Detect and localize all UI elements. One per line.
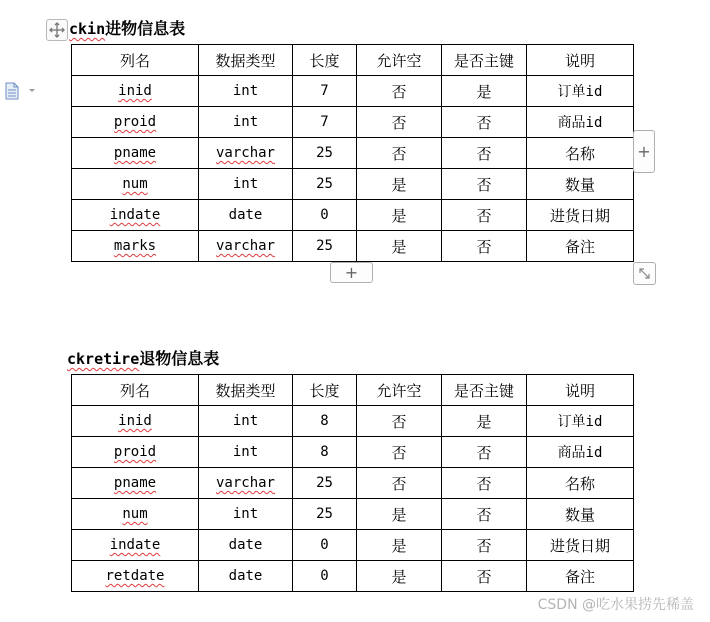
header-row [72,45,634,76]
cell-text: proid [113,114,157,130]
header-cell[interactable]: 说明 [527,45,634,76]
table-cell[interactable]: 否 [442,561,527,592]
table-cell[interactable]: 备注 [527,561,634,592]
table-row [72,530,634,561]
table-cell[interactable]: 否 [442,169,527,200]
table-cell[interactable] [199,231,293,262]
table-cell[interactable] [72,406,199,437]
table-cell[interactable]: 否 [442,468,527,499]
table-cell[interactable]: date [199,530,293,561]
table-cell[interactable]: 否 [442,499,527,530]
table-cell[interactable]: 订单id [527,76,634,107]
table-cell[interactable]: int [199,76,293,107]
table-cell[interactable]: 否 [442,437,527,468]
plus-icon: + [637,142,651,161]
table-cell[interactable]: 否 [442,107,527,138]
table-cell[interactable]: 备注 [527,231,634,262]
plus-icon: + [344,263,359,282]
table-cell[interactable]: 数量 [527,169,634,200]
table-cell[interactable]: 是 [357,200,442,231]
header-cell[interactable]: 列名 [72,45,199,76]
table-cell[interactable]: 否 [357,468,442,499]
cell-text: inid [118,83,152,99]
table-row [72,499,634,530]
table-cell[interactable]: int [199,499,293,530]
table-cell[interactable]: 是 [442,406,527,437]
cell-text: marks [113,238,157,254]
table-cell[interactable]: 数量 [527,499,634,530]
cell-text: num [122,176,148,192]
table-cell[interactable] [72,200,199,231]
table-cell[interactable]: 否 [357,437,442,468]
table-cell[interactable]: 是 [357,231,442,262]
table2 [71,374,634,592]
table-cell[interactable]: 否 [357,138,442,169]
table-cell[interactable]: 否 [442,231,527,262]
header-cell[interactable]: 数据类型 [199,375,293,406]
table-cell[interactable]: date [199,200,293,231]
table-row [72,406,634,437]
table-cell[interactable]: 是 [357,561,442,592]
table-cell[interactable]: 商品id [527,437,634,468]
table-row [72,561,634,592]
table-cell[interactable] [72,231,199,262]
table-cell[interactable]: int [199,107,293,138]
table-row [72,76,634,107]
cell-text: indate [109,537,161,553]
add-column-button[interactable] [633,130,655,173]
header-cell[interactable]: 长度 [293,375,357,406]
watermark: CSDN @吃水果捞先稀盖 [537,597,694,613]
table-resize-handle[interactable] [633,262,656,285]
table-cell[interactable]: 名称 [527,468,634,499]
table-move-handle[interactable] [46,19,68,41]
cell-text: pname [113,475,157,491]
header-row [72,375,634,406]
table-cell[interactable]: 进货日期 [527,530,634,561]
header-cell[interactable]: 允许空 [357,375,442,406]
table-cell[interactable]: 7 [293,76,357,107]
table-cell[interactable]: 否 [357,76,442,107]
cell-text: pname [113,145,157,161]
cell-text: inid [118,413,152,429]
table-row [72,169,634,200]
cell-text: indate [109,207,161,223]
cell-text: varchar [215,238,275,254]
table-cell[interactable] [72,468,199,499]
table1-title-code: ckin [69,20,106,38]
table1-title [69,19,185,39]
table-cell[interactable]: int [199,437,293,468]
header-cell[interactable]: 允许空 [357,45,442,76]
table-cell[interactable]: 8 [293,437,357,468]
table-cell[interactable]: 是 [357,169,442,200]
table-cell[interactable] [72,437,199,468]
table-cell[interactable]: 是 [357,499,442,530]
table-cell[interactable] [72,530,199,561]
table-cell[interactable]: 是 [357,530,442,561]
cell-text: retdate [105,568,165,584]
table-row [72,468,634,499]
table1-title-text: 进物信息表 [105,19,186,38]
table-cell[interactable]: 25 [293,169,357,200]
table-cell[interactable]: 商品id [527,107,634,138]
table2-title [67,349,219,369]
table2-title-text: 退物信息表 [139,349,220,368]
header-cell[interactable]: 长度 [293,45,357,76]
header-cell[interactable]: 是否主键 [442,45,527,76]
header-cell[interactable]: 是否主键 [442,375,527,406]
cell-text: num [122,506,148,522]
table-cell[interactable] [199,468,293,499]
table-row [72,437,634,468]
cell-text: varchar [215,475,275,491]
table-row [72,200,634,231]
table-cell[interactable]: 25 [293,231,357,262]
table-cell[interactable] [72,138,199,169]
table-cell[interactable]: 否 [442,138,527,169]
table-cell[interactable]: 否 [442,530,527,561]
table-cell[interactable]: 25 [293,138,357,169]
table-row [72,107,634,138]
table-cell[interactable]: 名称 [527,138,634,169]
resize-icon [634,263,655,284]
table-cell[interactable]: 否 [442,200,527,231]
table-cell[interactable]: date [199,561,293,592]
table-cell[interactable]: int [199,169,293,200]
table-cell[interactable] [72,169,199,200]
table1 [71,44,634,262]
header-cell[interactable]: 说明 [527,375,634,406]
table-cell[interactable] [199,138,293,169]
add-row-button[interactable] [330,262,373,283]
cell-text: varchar [215,145,275,161]
table-cell[interactable]: 0 [293,530,357,561]
table-cell[interactable]: 否 [357,406,442,437]
table-cell[interactable]: 否 [357,107,442,138]
table-cell[interactable]: 25 [293,468,357,499]
table-cell[interactable]: 进货日期 [527,200,634,231]
move-arrows-icon [47,20,67,40]
table-cell[interactable]: 7 [293,107,357,138]
table-cell[interactable] [72,499,199,530]
table-row [72,138,634,169]
header-cell[interactable]: 数据类型 [199,45,293,76]
table-cell[interactable] [72,561,199,592]
table-cell[interactable]: 25 [293,499,357,530]
table-cell[interactable]: 是 [442,76,527,107]
table-cell[interactable]: 8 [293,406,357,437]
side-document-menu[interactable] [3,82,37,100]
document-icon [3,82,37,100]
table-cell[interactable]: 0 [293,561,357,592]
table-row [72,231,634,262]
cell-text: proid [113,444,157,460]
table2-title-code: ckretire [67,350,140,368]
table-cell[interactable]: 0 [293,200,357,231]
header-cell[interactable]: 列名 [72,375,199,406]
table-cell[interactable] [72,76,199,107]
table-cell[interactable] [72,107,199,138]
table-cell[interactable]: 订单id [527,406,634,437]
table-cell[interactable]: int [199,406,293,437]
